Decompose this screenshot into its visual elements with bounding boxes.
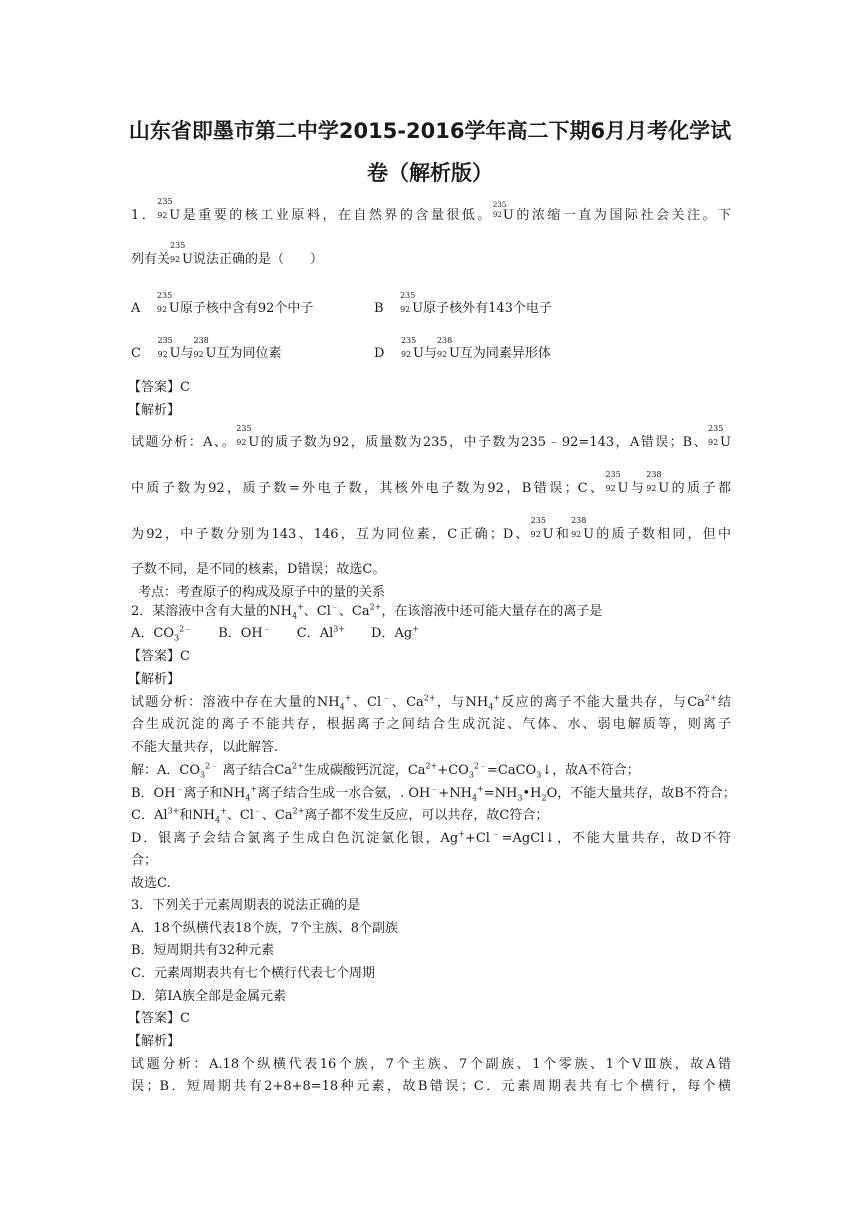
text-run: U — [168, 301, 180, 316]
text-run: U — [169, 346, 181, 361]
q1-analysis-label: 【解析】 — [128, 403, 181, 418]
text-run: A — [131, 301, 141, 316]
isotope-u238 — [193, 336, 217, 361]
text-run: 92 — [157, 211, 168, 220]
q1-stem-line-2 — [131, 241, 731, 269]
isotope-u238 — [436, 336, 460, 361]
superscript: + — [250, 784, 258, 794]
q2-stem — [131, 603, 731, 621]
text-run: 235 — [605, 470, 621, 479]
text-run: 238 — [646, 470, 662, 479]
document-title-line-2: 卷（解析版） — [367, 161, 493, 185]
text-run: D — [374, 346, 385, 361]
q2-analysis-line-6 — [131, 807, 731, 825]
superscript: + — [344, 693, 352, 703]
text-run: 的质子数为92，质量数为235，中子数为235﹣92=143，A错误；B、 — [259, 435, 709, 450]
text-run: U — [542, 527, 554, 542]
text-run: U — [412, 346, 424, 361]
text-run: 结 — [716, 695, 732, 710]
text-run: 解：A．CO — [131, 763, 200, 778]
text-run: U — [169, 208, 181, 223]
text-run: 92 — [400, 305, 411, 314]
text-run: 是重要的核工业原料，在自然界的含量很低。 — [180, 208, 493, 223]
text-run: 235 — [157, 336, 173, 345]
superscript: ﹣ — [253, 806, 262, 816]
text-run: U — [205, 346, 217, 361]
superscript: 2+ — [292, 806, 305, 816]
superscript: 2+ — [423, 693, 436, 703]
subscript: 3 — [536, 770, 542, 780]
superscript: 2﹣ — [205, 761, 219, 771]
text-run: U — [658, 481, 670, 496]
text-run: C．Al — [131, 808, 168, 823]
q1-analysis-line-4: 子数不同，是不同的核素，D错误；故选C。 — [131, 562, 386, 577]
q2-analysis-line-1 — [131, 694, 731, 712]
q3-option-d: D．第IA族全部是金属元素 — [131, 989, 286, 1004]
text-run: B．OH — [131, 786, 176, 801]
isotope-u235 — [170, 241, 193, 269]
text-run: 、Ca — [261, 808, 293, 823]
q1-answer: 【答案】C — [128, 380, 190, 395]
text-run: •H — [522, 786, 542, 801]
text-run: 2．某溶液中含有大量的NH — [131, 604, 292, 619]
text-run: 离子结合生成一水合氨，. OH — [257, 786, 431, 801]
text-run: ↓，故A不符合； — [541, 763, 640, 778]
q1-analysis-line-3 — [131, 516, 731, 544]
text-run: 生成碳酸钙沉淀，Ca — [303, 763, 426, 778]
text-run: ，与NH — [435, 695, 489, 710]
q1-stem-line-1 — [131, 197, 731, 225]
superscript: + — [412, 624, 419, 634]
text-run: 238 — [436, 336, 453, 345]
text-run: U — [248, 435, 260, 450]
text-run: 中质子数为92，质子数=外电子数，其核外电子数为92，B错误；C、 — [131, 481, 606, 496]
isotope-u235 — [708, 424, 732, 452]
q3-option-c: C．元素周期表共有七个横行代表七个周期 — [131, 966, 375, 981]
superscript: 2+ — [369, 602, 382, 612]
q3-analysis-line-2: 误；B．短周期共有2+8+8=18种元素，故B错误；C．元素周期表共有七个横行，每个横 — [131, 1079, 731, 1094]
q2-analysis-line-8: 合； — [131, 853, 158, 868]
superscript: + — [220, 806, 227, 816]
text-run: 235 — [157, 197, 173, 206]
q1-option-a — [131, 291, 314, 316]
superscript: + — [297, 602, 304, 612]
text-run: 的质子数相同，但中 — [594, 527, 731, 542]
text-run: 92 — [530, 530, 541, 539]
subscript: 3 — [517, 793, 523, 803]
text-run: B — [374, 301, 384, 316]
text-run: 离子都不发生反应，可以共存，故C符合； — [304, 808, 549, 823]
q2-analysis-label: 【解析】 — [128, 672, 181, 687]
text-run: 离子和NH — [183, 786, 246, 801]
text-run: 互为同素异形体 — [459, 346, 551, 361]
text-run: 为92，中子数分别为143、146，互为同位素，C正确；D、 — [131, 527, 531, 542]
document-title-line-1: 山东省即墨市第二中学2015-2016学年高二下期6月月考化学试 — [128, 119, 732, 143]
text-run: 、Cl — [303, 604, 331, 619]
text-run: =NH — [483, 786, 518, 801]
q2-answer: 【答案】C — [128, 649, 190, 664]
text-run: B．OH — [192, 626, 263, 641]
superscript: 2﹣ — [179, 624, 193, 634]
text-run: 原子核中含有92个中子 — [179, 301, 314, 316]
isotope-u238 — [646, 470, 670, 498]
text-run: +NH — [438, 786, 472, 801]
superscript: 2+ — [704, 693, 717, 703]
isotope-u235 — [156, 291, 180, 316]
text-run: 235 — [400, 336, 417, 345]
q1-kaodian: 考点：考查原子的构成及原子中的量的关系 — [138, 585, 386, 600]
text-run: 反应的离子不能大量共存，与Ca — [499, 695, 705, 710]
text-run: D．Ag — [345, 626, 413, 641]
text-run: 的浓缩一直为国际社会关注。下 — [513, 208, 731, 223]
text-run: 、Cl — [351, 695, 382, 710]
text-run: 与 — [628, 481, 647, 496]
isotope-u235 — [605, 470, 629, 498]
subscript: 4 — [339, 702, 345, 712]
text-run: U — [182, 252, 193, 267]
text-run: 235 — [400, 291, 416, 300]
text-run: 92 — [571, 530, 582, 539]
text-run: 235 — [492, 201, 507, 209]
text-run: U — [412, 301, 424, 316]
text-run: =AgCl↓，不能大量共存，故D不符 — [501, 831, 732, 846]
superscript: + — [493, 693, 500, 703]
text-run: 235 — [170, 241, 186, 250]
superscript: + — [458, 829, 465, 839]
q3-option-a: A．18个纵横代表18个族，7个主族、8个副族 — [131, 921, 399, 936]
isotope-u235 — [400, 336, 424, 361]
text-run: 列有关 — [131, 252, 171, 267]
subscript: 3 — [174, 633, 180, 643]
text-run: C — [131, 346, 141, 361]
text-run: D．银离子会结合氯离子生成白色沉淀氯化银，Ag — [131, 831, 459, 846]
text-run: U — [583, 527, 595, 542]
q1-analysis-line-2 — [131, 470, 731, 498]
subscript: 4 — [215, 815, 221, 825]
text-run: 92 — [646, 484, 657, 493]
superscript: ﹣ — [381, 693, 392, 703]
text-run: =CaCO — [487, 763, 537, 778]
text-run: 92 — [492, 211, 502, 219]
text-run: U — [448, 346, 460, 361]
superscript: ﹣ — [330, 602, 339, 612]
q1-option-d — [374, 336, 551, 361]
text-run: U — [720, 435, 732, 450]
text-run: 92 — [193, 350, 204, 359]
isotope-u235 — [492, 201, 514, 225]
superscript: ﹣ — [430, 784, 439, 794]
q2-analysis-line-4 — [131, 762, 731, 780]
subscript: 4 — [488, 702, 494, 712]
text-run: 1． — [131, 208, 158, 223]
q3-stem: 3．下列关于元素周期表的说法正确的是 — [131, 898, 361, 913]
q2-analysis-line-7 — [131, 830, 731, 848]
text-run: 235 — [236, 424, 252, 433]
q2-options — [131, 625, 731, 643]
text-run: 原子核外有143个电子 — [423, 301, 552, 316]
isotope-u235 — [157, 336, 181, 361]
text-run: 的质子都 — [669, 481, 731, 496]
q3-answer: 【答案】C — [128, 1011, 190, 1026]
text-run: 互为同位素 — [216, 346, 282, 361]
text-run: 92 — [156, 305, 168, 314]
q3-option-b: B．短周期共有32种元素 — [131, 943, 275, 958]
superscript: 3+ — [333, 624, 346, 634]
q1-option-c — [131, 336, 282, 361]
isotope-u235 — [530, 516, 554, 544]
q2-analysis-line-2: 合生成沉淀的离子不能共存，根据离子之间结合生成沉淀、气体、水、弱电解质等，则离子 — [131, 717, 731, 732]
q3-analysis-line-1: 试题分析：A.18个纵横代表16个族，7个主族、7个副族、1个零族、1个ⅤⅢ族，故A错 — [131, 1057, 731, 1072]
text-run: 与 — [423, 346, 437, 361]
text-run: 235 — [708, 424, 724, 433]
text-run: ，在该溶液中还可能大量存在的离子是 — [381, 604, 603, 619]
superscript: 2﹣ — [473, 761, 488, 771]
text-run: 、Ca — [338, 604, 370, 619]
subscript: 4 — [291, 611, 298, 621]
superscript: ﹣ — [489, 829, 502, 839]
text-run: 92 — [400, 350, 412, 359]
text-run: 235 — [530, 516, 546, 525]
text-run: 92 — [436, 350, 448, 359]
q2-analysis-line-3: 不能大量共存，以此解答. — [131, 740, 279, 755]
text-run: 92 — [157, 350, 168, 359]
text-run: 92 — [170, 255, 181, 264]
text-run: 试题分析：A、。 — [131, 435, 237, 450]
isotope-u235 — [236, 424, 260, 452]
isotope-u235 — [400, 291, 424, 316]
q3-analysis-label: 【解析】 — [128, 1034, 181, 1049]
text-run: U — [617, 481, 629, 496]
isotope-u238 — [571, 516, 595, 544]
text-run: 、Ca — [391, 695, 424, 710]
text-run: 92 — [708, 438, 719, 447]
text-run: 离子结合Ca — [218, 763, 293, 778]
superscript: 2+ — [292, 761, 304, 771]
text-run: C．Al — [270, 626, 334, 641]
text-run: 238 — [571, 516, 587, 525]
superscript: ﹣ — [262, 624, 271, 634]
subscript: 3 — [200, 770, 206, 780]
text-run: 92 — [236, 438, 247, 447]
text-run: 92 — [605, 484, 616, 493]
superscript: 3+ — [167, 806, 180, 816]
text-run: O，不能大量共存，故B不符合； — [546, 786, 736, 801]
subscript: 3 — [468, 770, 474, 780]
isotope-u235 — [157, 197, 181, 225]
q1-analysis-line-1 — [131, 424, 732, 452]
text-run: 和 — [553, 527, 572, 542]
text-run: 说法正确的是（ ） — [192, 252, 323, 267]
text-run: 与 — [180, 346, 194, 361]
superscript: 2+ — [425, 761, 438, 771]
text-run: +Cl — [464, 831, 490, 846]
superscript: ﹣ — [175, 784, 184, 794]
q2-analysis-line-5 — [131, 784, 736, 803]
q2-analysis-line-9: 故选C. — [131, 876, 171, 891]
text-run: 238 — [193, 336, 209, 345]
text-run: A．CO — [131, 626, 174, 641]
superscript: + — [477, 784, 484, 794]
text-run: 235 — [156, 291, 173, 300]
q1-option-b — [374, 291, 552, 316]
text-run: 试题分析：溶液中存在大量的NH — [131, 695, 340, 710]
text-run: U — [502, 208, 514, 223]
subscript: 4 — [471, 793, 478, 803]
subscript: 2 — [541, 793, 547, 803]
text-run: 和NH — [179, 808, 216, 823]
text-run: 、Cl — [226, 808, 254, 823]
text-run: +CO — [437, 763, 469, 778]
subscript: 4 — [245, 793, 251, 803]
